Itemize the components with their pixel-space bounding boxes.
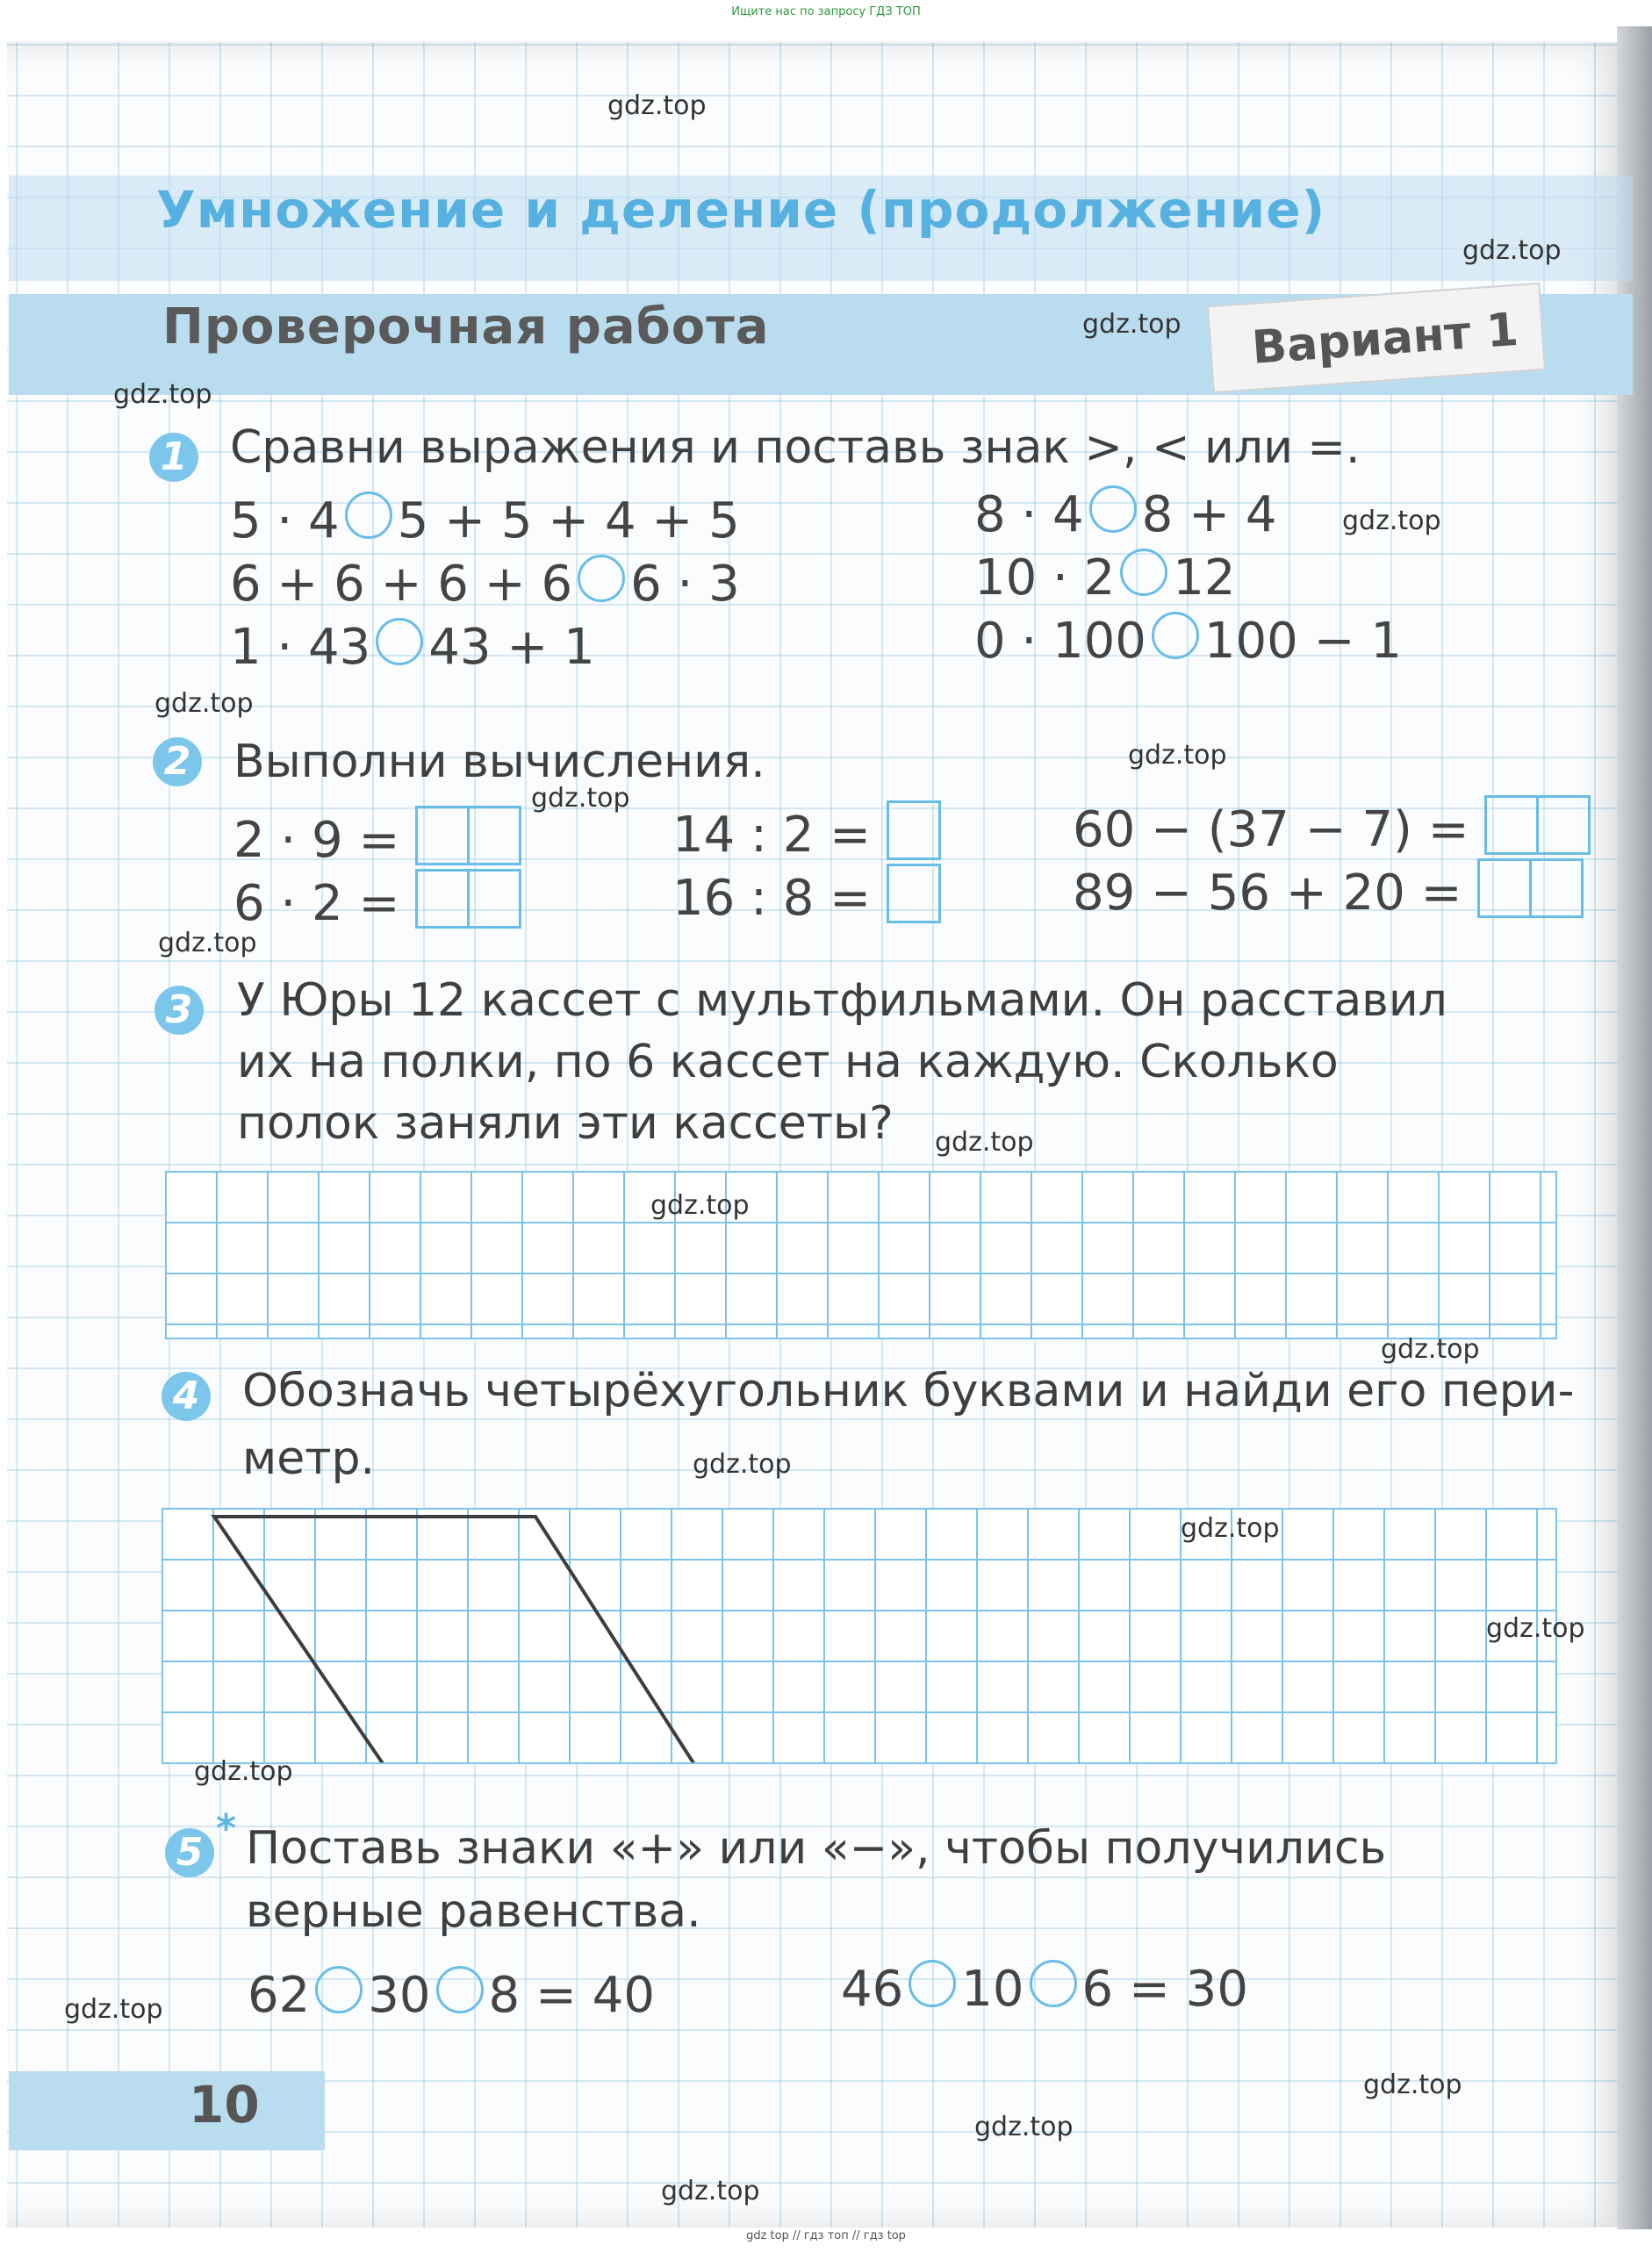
expr-text: 16 : 8 = [672, 870, 872, 927]
watermark: gdz.top [1381, 1334, 1480, 1365]
expr-text: 14 : 2 = [672, 807, 872, 864]
variant-label: Вариант 1 [1207, 283, 1546, 393]
compare-circle[interactable] [376, 618, 423, 665]
page-number: 10 [189, 2075, 260, 2135]
answer-box[interactable] [1477, 858, 1532, 918]
num-a: 46 [841, 1961, 904, 2018]
page-subtitle: Проверочная работа [162, 298, 770, 355]
expr-b: 8 + 4 [1141, 486, 1277, 543]
answer-box[interactable] [1484, 795, 1539, 855]
compare-circle[interactable] [345, 491, 392, 539]
task1-row3-right [974, 612, 1402, 670]
task2-expr-6 [1073, 858, 1584, 922]
sign-circle[interactable] [1030, 1960, 1077, 2007]
task1-row1-left [230, 491, 740, 549]
watermark: gdz.top [607, 90, 707, 121]
watermark: gdz.top [1486, 1613, 1585, 1644]
answer-box[interactable] [415, 869, 470, 929]
task3-line3: полок заняли эти кассеты? [237, 1097, 894, 1150]
expr-text: 89 − 56 + 20 = [1073, 865, 1462, 922]
task2-expr-1 [233, 806, 521, 869]
expr-b: 12 [1173, 549, 1236, 606]
num-c: 6 = 30 [1081, 1961, 1248, 2018]
task5-number-badge: 5 [165, 1828, 214, 1877]
watermark: gdz.top [1082, 309, 1182, 340]
task1-number-badge: 1 [149, 433, 198, 482]
task2-expr-5 [1073, 795, 1591, 858]
task5-line1: Поставь знаки «+» или «−», чтобы получились [246, 1822, 1387, 1875]
task3-line2: их на полки, по 6 кассет на каждую. Сколько [237, 1036, 1339, 1088]
num-c: 8 = 40 [488, 1967, 655, 2024]
task2-expr-2 [233, 869, 521, 932]
expr-a: 1 · 43 [230, 619, 371, 676]
num-b: 30 [368, 1967, 431, 2024]
expr-text: 6 · 2 = [233, 875, 400, 932]
task3-number-badge: 3 [154, 986, 204, 1035]
expr-b: 5 + 5 + 4 + 5 [397, 492, 740, 549]
watermark: gdz.top [661, 2176, 760, 2206]
task5-line2: верные равенства. [246, 1885, 701, 1938]
watermark: gdz.top [531, 783, 630, 814]
compare-circle[interactable] [1120, 549, 1167, 596]
expr-b: 43 + 1 [428, 619, 595, 676]
watermark: gdz.top [64, 1994, 163, 2025]
page-title: Умножение и деление (продолжение) [156, 180, 1326, 240]
watermark: gdz.top [1363, 2070, 1462, 2100]
answer-box[interactable] [470, 806, 521, 865]
task3-answer-grid[interactable] [165, 1171, 1557, 1339]
num-b: 10 [961, 1961, 1024, 2018]
watermark: gdz.top [974, 2112, 1074, 2142]
quadrilateral-shape [214, 1517, 699, 1762]
task4-line2: метр. [242, 1432, 376, 1485]
expr-a: 6 + 6 + 6 + 6 [230, 556, 573, 613]
answer-box[interactable] [1539, 795, 1591, 855]
page-number-band [9, 2071, 325, 2150]
expr-a: 8 · 4 [974, 486, 1084, 543]
task1-row2-left [230, 555, 740, 613]
task2-instruction: Выполни вычисления. [233, 735, 765, 788]
task1-row1-right [974, 485, 1276, 543]
expr-text: 2 · 9 = [233, 812, 400, 869]
watermark: gdz.top [158, 928, 257, 958]
answer-box[interactable] [887, 864, 941, 923]
sign-circle[interactable] [436, 1966, 484, 2013]
expr-b: 6 · 3 [630, 556, 740, 613]
task3-line1: У Юры 12 кассет с мультфильмами. Он расставил [237, 974, 1447, 1027]
task2-number-badge: 2 [153, 737, 202, 786]
watermark: gdz.top [1181, 1513, 1280, 1544]
task4-line1: Обозначь четырёхугольник буквами и найди его пери- [242, 1365, 1575, 1417]
watermark: gdz.top [113, 379, 212, 410]
watermark: gdz.top [935, 1127, 1034, 1158]
quadrilateral-figure [162, 1508, 1555, 1762]
answer-box[interactable] [415, 806, 470, 865]
watermark: gdz.top [1462, 235, 1562, 266]
num-a: 62 [248, 1967, 311, 2024]
answer-box[interactable] [1532, 858, 1584, 918]
header-note: Ищите нас по запросу ГДЗ ТОП [731, 5, 921, 18]
expr-text: 60 − (37 − 7) = [1073, 801, 1469, 858]
compare-circle[interactable] [578, 555, 625, 602]
answer-box[interactable] [887, 800, 941, 860]
watermark: gdz.top [194, 1756, 293, 1787]
task5-star: * [216, 1806, 237, 1851]
task4-number-badge: 4 [162, 1372, 211, 1421]
task1-row2-right [974, 549, 1236, 606]
watermark: gdz.top [154, 688, 254, 719]
expr-b: 100 − 1 [1203, 613, 1402, 670]
answer-box[interactable] [470, 869, 521, 929]
task5-equation-2 [841, 1960, 1248, 2018]
expr-a: 10 · 2 [974, 549, 1116, 606]
expr-a: 0 · 100 [974, 613, 1146, 670]
compare-circle[interactable] [1089, 485, 1137, 533]
task1-instruction: Сравни выражения и поставь знак >, < или =. [230, 421, 1361, 474]
footer-note: gdz top // гдз топ // гдз top [746, 2229, 906, 2242]
task1-row3-left [230, 618, 595, 676]
sign-circle[interactable] [315, 1966, 363, 2013]
task2-expr-4 [672, 864, 941, 927]
compare-circle[interactable] [1152, 612, 1199, 659]
watermark: gdz.top [1342, 506, 1441, 536]
sign-circle[interactable] [909, 1960, 956, 2007]
expr-a: 5 · 4 [230, 492, 340, 549]
watermark: gdz.top [650, 1190, 750, 1221]
task5-equation-1 [248, 1966, 655, 2024]
watermark: gdz.top [1128, 740, 1227, 771]
task2-expr-3 [672, 800, 941, 864]
watermark: gdz.top [693, 1449, 792, 1480]
